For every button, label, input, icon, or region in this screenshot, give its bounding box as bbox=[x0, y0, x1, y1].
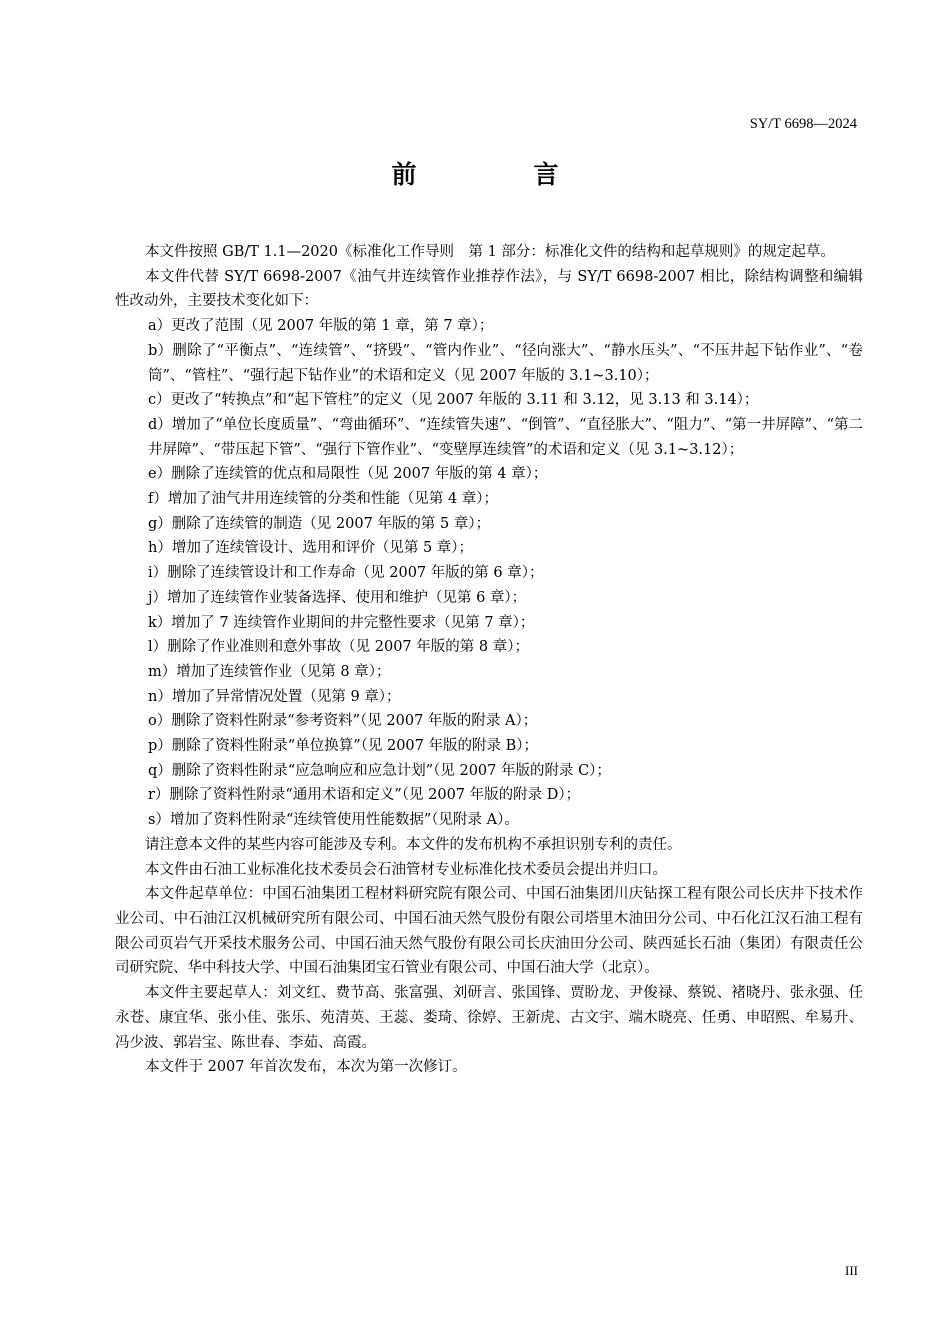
paragraph-drafting-basis: 本文件按照 GB/T 1.1—2020《标准化工作导则 第 1 部分：标准化文件的结构和起草规则》的规定起草。 bbox=[145, 244, 835, 260]
list-item: b）删除了“平衡点”、“连续管”、“挤毁”、“管内作业”、“径向涨大”、“静水压头”、“不压井起下钻作业”、“卷筒”、“管柱”、“强行起下钻作业”的术语和定义（见 2007 年版的 3.1~3.10）； bbox=[148, 342, 863, 384]
list-item: h）增加了连续管设计、选用和评价（见第 5 章）； bbox=[148, 540, 474, 557]
list-item: c）更改了“转换点”和“起下管柱”的定义（见 2007 年版的 3.11 和 3.12，见 3.13 和 3.14）； bbox=[148, 392, 759, 409]
list-item: r）删除了资料性附录“通用术语和定义”（见 2007 年版的附录 D）； bbox=[148, 787, 581, 804]
list-item: n）增加了异常情况处置（见第 9 章）； bbox=[148, 688, 401, 705]
list-item: m）增加了连续管作业（见第 8 章）； bbox=[148, 663, 391, 680]
paragraph-history: 本文件于 2007 年首次发布，本次为第一次修订。 bbox=[145, 1059, 467, 1076]
list-item: l）删除了作业准则和意外事故（见 2007 年版的第 8 章）； bbox=[148, 639, 529, 656]
changes-list bbox=[115, 314, 863, 833]
list-item: f）增加了油气井用连续管的分类和性能（见第 4 章）； bbox=[148, 491, 499, 508]
paragraph-drafting-units: 本文件起草单位：中国石油集团工程材料研究院有限公司、中国石油集团川庆钻探工程有限公司长庆井下技术作业公司、中石油江汉机械研究所有限公司、中国石油天然气股份有限公司塔里木油田分公司、中石化江汉石油工程有限公司页岩气开采技术服务公司、中国石油天然气股份有限公司长庆油田分公司、陕西延长石油（集团）有限责任公司研究院、华中科技大学、中国石油集团宝石管业有限公司、中国石油大学（北京）。 bbox=[115, 886, 863, 977]
list-item: s）增加了资料性附录“连续管使用性能数据”（见附录 A）。 bbox=[148, 812, 519, 829]
list-item: g）删除了连续管的制造（见 2007 年版的第 5 章）； bbox=[148, 515, 491, 532]
list-item: p）删除了资料性附录“单位换算”（见 2007 年版的附录 B）； bbox=[148, 738, 538, 755]
list-item: i）删除了连续管设计和工作寿命（见 2007 年版的第 6 章）； bbox=[148, 565, 544, 582]
list-item: e）删除了连续管的优点和局限性（见 2007 年版的第 4 章）； bbox=[148, 466, 548, 483]
list-item: d）增加了“单位长度质量”、“弯曲循环”、“连续管失速”、“倒管”、“直径胀大”、“阻力”、“第一井屏障”、“第二井屏障”、“带压起下管”、“强行下管作业”、“变壁厚连续管”的术语和定义（见 3.1~3.12）； bbox=[148, 416, 863, 458]
paragraph-patent-notice: 请注意本文件的某些内容可能涉及专利。本文件的发布机构不承担识别专利的责任。 bbox=[145, 836, 682, 853]
paragraph-drafters: 本文件主要起草人：刘文红、费节高、张富强、刘研言、张国锋、贾盼龙、尹俊禄、蔡锐、褚晓丹、张永强、任永苍、康宜华、张小佳、张乐、苑清英、王蕊、娄琦、徐婷、王新虎、古文宇、端木晓亮、任勇、申昭熙、牟易升、冯少波、郭岩宝、陈世春、李茹、高霞。 bbox=[115, 985, 863, 1051]
page-title: 前 言 bbox=[391, 160, 605, 189]
list-item: j）增加了连续管作业装备选择、使用和维护（见第 6 章）； bbox=[148, 589, 527, 606]
foreword-body bbox=[115, 240, 863, 1080]
list-item: q）删除了资料性附录“应急响应和应急计划”（见 2007 年版的附录 C）； bbox=[148, 762, 611, 779]
list-item: k）增加了 7 连续管作业期间的井完整性要求（见第 7 章）； bbox=[148, 614, 535, 631]
document-code: SY/T 6698—2024 bbox=[749, 116, 857, 132]
page-number: III bbox=[845, 1263, 858, 1278]
paragraph-proposer: 本文件由石油工业标准化技术委员会石油管材专业标准化技术委员会提出并归口。 bbox=[145, 861, 667, 878]
paragraph-replacement: 本文件代替 SY/T 6698-2007《油气井连续管作业推荐作法》，与 SY/T 6698-2007 相比，除结构调整和编辑性改动外，主要技术变化如下： bbox=[115, 268, 863, 310]
list-item: o）删除了资料性附录“参考资料”（见 2007 年版的附录 A）； bbox=[148, 713, 538, 730]
list-item: a）更改了范围（见 2007 年版的第 1 章，第 7 章）； bbox=[148, 318, 494, 335]
